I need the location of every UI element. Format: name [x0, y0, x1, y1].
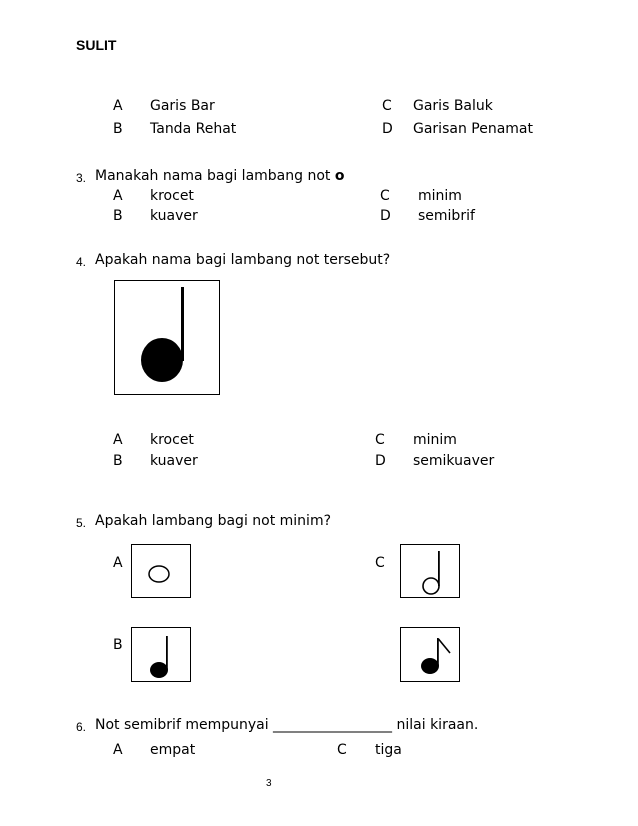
q5-option-d-box [400, 627, 460, 682]
q5-option-a-box [131, 544, 191, 598]
q3-option-c-text: minim [418, 188, 462, 204]
q6-option-a-letter: A [113, 742, 123, 758]
crotchet-note-icon [132, 628, 190, 681]
q5-option-c-box [400, 544, 460, 598]
crotchet-note-icon [115, 281, 219, 394]
q2-option-c-text: Garis Baluk [413, 98, 493, 114]
q4-option-a-letter: A [113, 432, 123, 448]
q3-option-d-text: semibrif [418, 208, 475, 224]
q4-option-b-text: kuaver [150, 453, 198, 469]
q4-number: 4. [76, 255, 87, 269]
q2-option-d-letter: D [382, 121, 393, 137]
q4-option-c-letter: C [375, 432, 385, 448]
q2-option-c-letter: C [382, 98, 392, 114]
q3-question-text: Manakah nama bagi lambang not [95, 168, 331, 184]
header-label: SULIT [76, 37, 117, 53]
q3-option-c-letter: C [380, 188, 390, 204]
q4-question: Apakah nama bagi lambang not tersebut? [95, 252, 391, 268]
q2-option-d-text: Garisan Penamat [413, 121, 533, 137]
q4-option-a-text: krocet [150, 432, 194, 448]
q6-question: Not semibrif mempunyai _________________ nilai kiraan. [95, 717, 479, 733]
q4-option-d-letter: D [375, 453, 386, 469]
q3-option-a-letter: A [113, 188, 123, 204]
q2-option-b-text: Tanda Rehat [150, 121, 237, 137]
q5-option-b-box [131, 627, 191, 682]
q5-option-a-letter: A [113, 555, 123, 571]
q6-option-a-text: empat [150, 742, 196, 758]
q4-note-image [114, 280, 220, 395]
quaver-note-icon [401, 628, 459, 681]
q5-option-c-letter: C [375, 555, 385, 571]
q3-question [95, 168, 344, 184]
q3-number: 3. [76, 171, 87, 185]
q2-option-a-text: Garis Bar [150, 98, 215, 114]
q3-option-b-text: kuaver [150, 208, 198, 224]
q2-option-a-letter: A [113, 98, 123, 114]
q5-number: 5. [76, 516, 87, 530]
q4-option-c-text: minim [413, 432, 457, 448]
q3-option-d-letter: D [380, 208, 391, 224]
q3-note-symbol: o [334, 168, 345, 184]
page-number: 3 [266, 778, 272, 789]
q4-option-b-letter: B [113, 453, 123, 469]
q2-option-b-letter: B [113, 121, 123, 137]
q6-option-c-text: tiga [375, 742, 402, 758]
minim-note-icon [401, 545, 459, 597]
q5-option-b-letter: B [113, 637, 123, 653]
q6-number: 6. [76, 720, 87, 734]
q5-question: Apakah lambang bagi not minim? [95, 513, 332, 529]
q6-option-c-letter: C [337, 742, 347, 758]
q4-option-d-text: semikuaver [413, 453, 495, 469]
semibreve-note-icon [132, 545, 190, 597]
q3-option-a-text: krocet [150, 188, 194, 204]
q3-option-b-letter: B [113, 208, 123, 224]
